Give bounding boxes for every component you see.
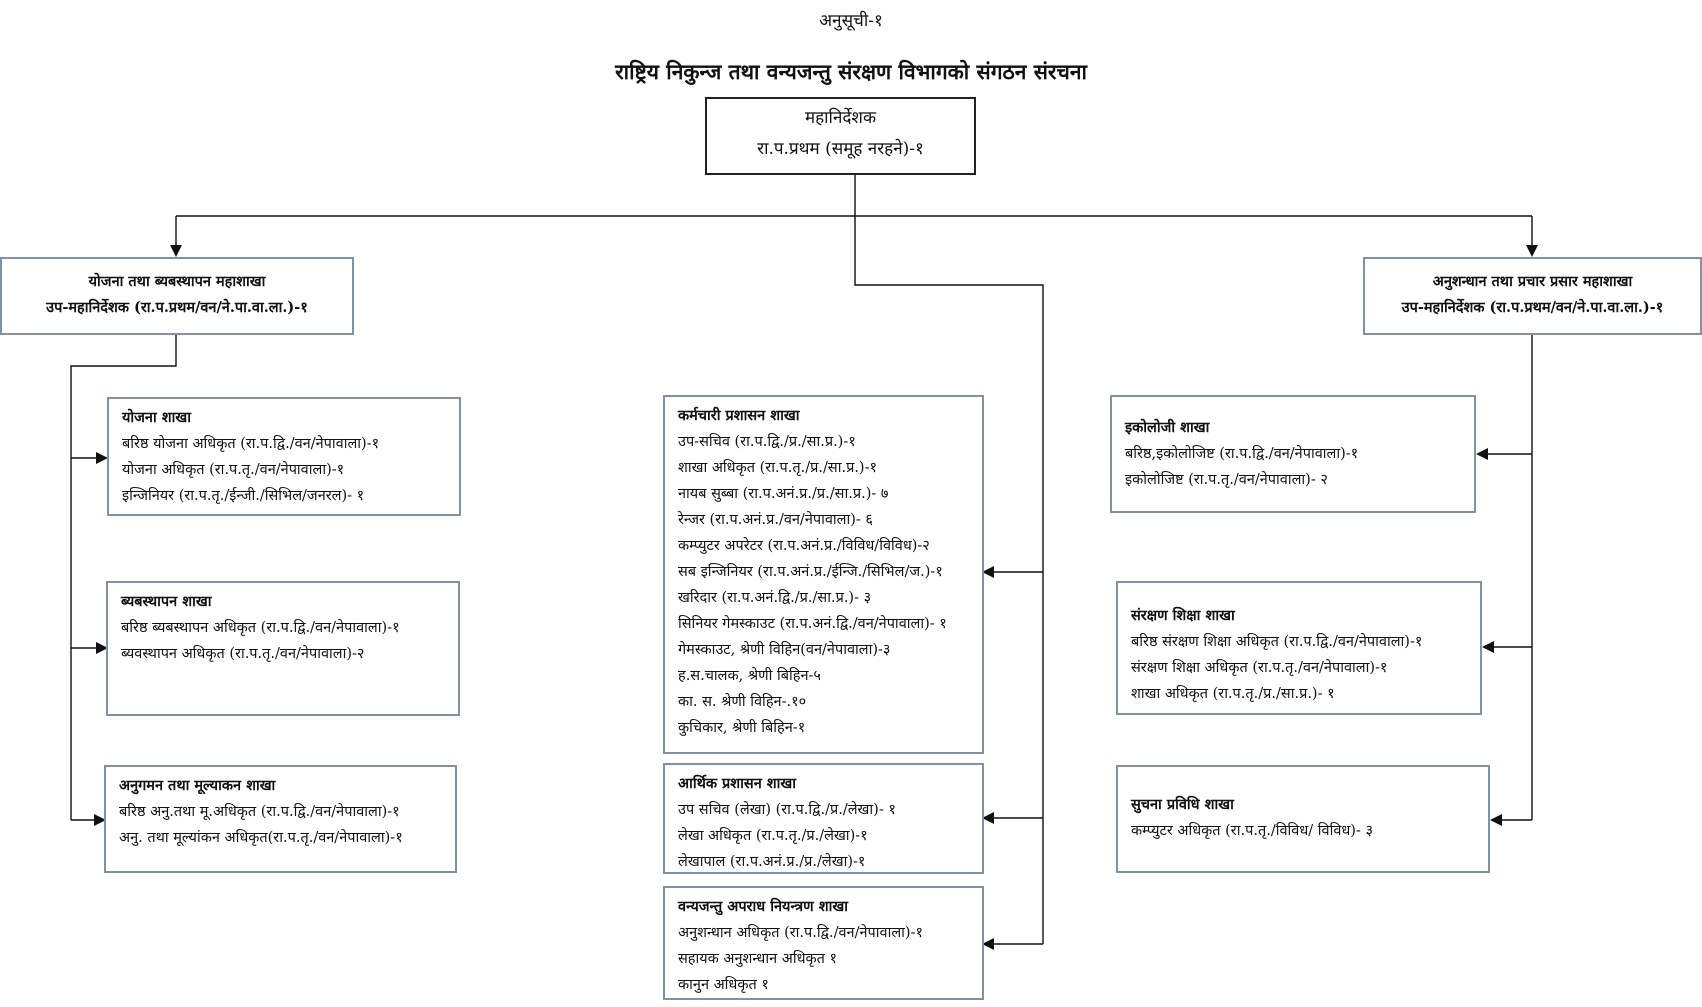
- schedule-label: अनुसूची-१: [819, 11, 883, 31]
- post-item: बरिष्ठ संरक्षण शिक्षा अधिकृत (रा.प.द्वि./वन/नेपावाला)-१: [1131, 634, 1423, 650]
- section-name: अनुगमन तथा मूल्याकन शाखा: [119, 777, 276, 794]
- post-item: बरिष्ठ ब्यबस्थापन अधिकृत (रा.प.द्वि./वन/नेपावाला)-१: [121, 620, 400, 636]
- post-item: बरिष्ठ योजना अधिकृत (रा.प.द्वि./वन/नेपावाला)-१: [122, 436, 380, 452]
- head-role: महानिर्देशक: [804, 108, 877, 128]
- section-name: ब्यबस्थापन शाखा: [121, 593, 212, 610]
- post-item: इन्जिनियर (रा.प.तृ./ईन्जी./सिभिल/जनरल)- १: [122, 488, 365, 504]
- post-item: खरिदार (रा.प.अनं.द्वि./प्र./सा.प्र.)- ३: [678, 590, 872, 606]
- post-item: कम्प्युटर अधिकृत (रा.प.तृ./विविध/ विविध)- ३: [1131, 823, 1374, 839]
- post-item: बरिष्ठ,इकोलोजिष्ट (रा.प.द्वि./वन/नेपावाला)-१: [1125, 446, 1359, 462]
- post-item: ह.स.चालक, श्रेणी बिहिन-५: [678, 668, 821, 684]
- post-item: रेन्जर (रा.प.अनं.प्र./वन/नेपावाला)- ६: [678, 512, 873, 528]
- section-name: सुचना प्रविधि शाखा: [1131, 796, 1234, 813]
- post-item: कम्प्युटर अपरेटर (रा.प.अनं.प्र./विविध/विविध)-२: [678, 538, 930, 554]
- section-name: कर्मचारी प्रशासन शाखा: [678, 407, 800, 424]
- section-name: आर्थिक प्रशासन शाखा: [678, 775, 797, 792]
- monitoring-section-box: [104, 765, 457, 873]
- planning-division-box: [0, 257, 354, 335]
- director-general-box: [705, 97, 976, 175]
- planning-section-box: [107, 397, 461, 516]
- division-name: अनुशन्धान तथा प्रचार प्रसार महाशाखा: [1432, 273, 1633, 290]
- post-item: सब इन्जिनियर (रा.प.अनं.प्र./ईन्जि./सिभिल/ज.)-१: [678, 564, 943, 580]
- post-item: शाखा अधिकृत (रा.प.तृ./प्र./सा.प्र.)-१: [678, 460, 878, 476]
- post-item: कुचिकार, श्रेणी बिहिन-१: [678, 720, 806, 736]
- post-item: संरक्षण शिक्षा अधिकृत (रा.प.तृ./वन/नेपावाला)-१: [1131, 660, 1388, 676]
- post-item: ब्यवस्थापन अधिकृत (रा.प.तृ./वन/नेपावाला)-२: [121, 646, 365, 662]
- post-item: उप सचिव (लेखा) (रा.प.द्वि./प्र./लेखा)- १: [678, 802, 896, 818]
- division-head: उप-महानिर्देशक (रा.प.प्रथम/वन/ने.पा.वा.ला.)-१: [1401, 299, 1664, 316]
- post-item: नायब सुब्बा (रा.प.अनं.प्र./प्र./सा.प्र.)- ७: [678, 486, 889, 502]
- chart-title: राष्ट्रिय निकुन्ज तथा वन्यजन्तु संरक्षण विभागको संगठन संरचना: [615, 59, 1087, 84]
- section-name: वन्यजन्तु अपराध नियन्त्रण शाखा: [678, 898, 848, 915]
- finance-section-box: [663, 763, 984, 874]
- management-section-box: [106, 581, 460, 716]
- post-item: अनु. तथा मूल्यांकन अधिकृत(रा.प.तृ./वन/नेपावाला)-१: [119, 830, 403, 846]
- it-section-box: [1116, 765, 1490, 873]
- personnel-section-box: [663, 395, 984, 754]
- section-name: योजना शाखा: [122, 409, 192, 426]
- division-name: योजना तथा ब्यबस्थापन महाशाखा: [88, 273, 266, 290]
- section-name: इकोलोजी शाखा: [1125, 419, 1210, 436]
- post-item: लेखा अधिकृत (रा.प.तृ./प्र./लेखा)-१: [678, 828, 868, 844]
- head-grade: रा.प.प्रथम (समूह नरहने)-१: [757, 139, 924, 159]
- post-item: अनुशन्धान अधिकृत (रा.प.द्वि./वन/नेपावाला)-१: [678, 925, 924, 941]
- ecology-section-box: [1110, 395, 1476, 513]
- post-item: गेमस्काउट, श्रेणी विहिन(वन/नेपावाला)-३: [678, 642, 891, 658]
- research-division-box: [1363, 257, 1702, 335]
- post-item: योजना अधिकृत (रा.प.तृ./वन/नेपावाला)-१: [122, 462, 345, 478]
- post-item: लेखापाल (रा.प.अनं.प्र./प्र./लेखा)-१: [678, 854, 866, 870]
- post-item: इकोलोजिष्ट (रा.प.तृ./वन/नेपावाला)- २: [1125, 472, 1328, 488]
- post-item: सिनियर गेमस्काउट (रा.प.अनं.द्वि./वन/नेपावाला)- १: [678, 616, 947, 632]
- conservation-education-section-box: [1116, 581, 1482, 715]
- division-head: उप-महानिर्देशक (रा.प.प्रथम/वन/ने.पा.वा.ला.)-१: [46, 299, 308, 316]
- post-item: सहायक अनुशन्धान अधिकृत १: [678, 951, 838, 967]
- post-item: कानुन अधिकृत १: [678, 977, 769, 993]
- wildlife-crime-section-box: [663, 886, 984, 1000]
- section-name: संरक्षण शिक्षा शाखा: [1131, 607, 1235, 624]
- post-item: शाखा अधिकृत (रा.प.तृ./प्र./सा.प्र.)- १: [1131, 686, 1335, 702]
- post-item: का. स. श्रेणी विहिन-.१०: [678, 694, 807, 710]
- post-item: उप-सचिव (रा.प.द्वि./प्र./सा.प्र.)-१: [678, 434, 856, 450]
- post-item: बरिष्ठ अनु.तथा मू.अधिकृत (रा.प.द्वि./वन/नेपावाला)-१: [119, 804, 400, 820]
